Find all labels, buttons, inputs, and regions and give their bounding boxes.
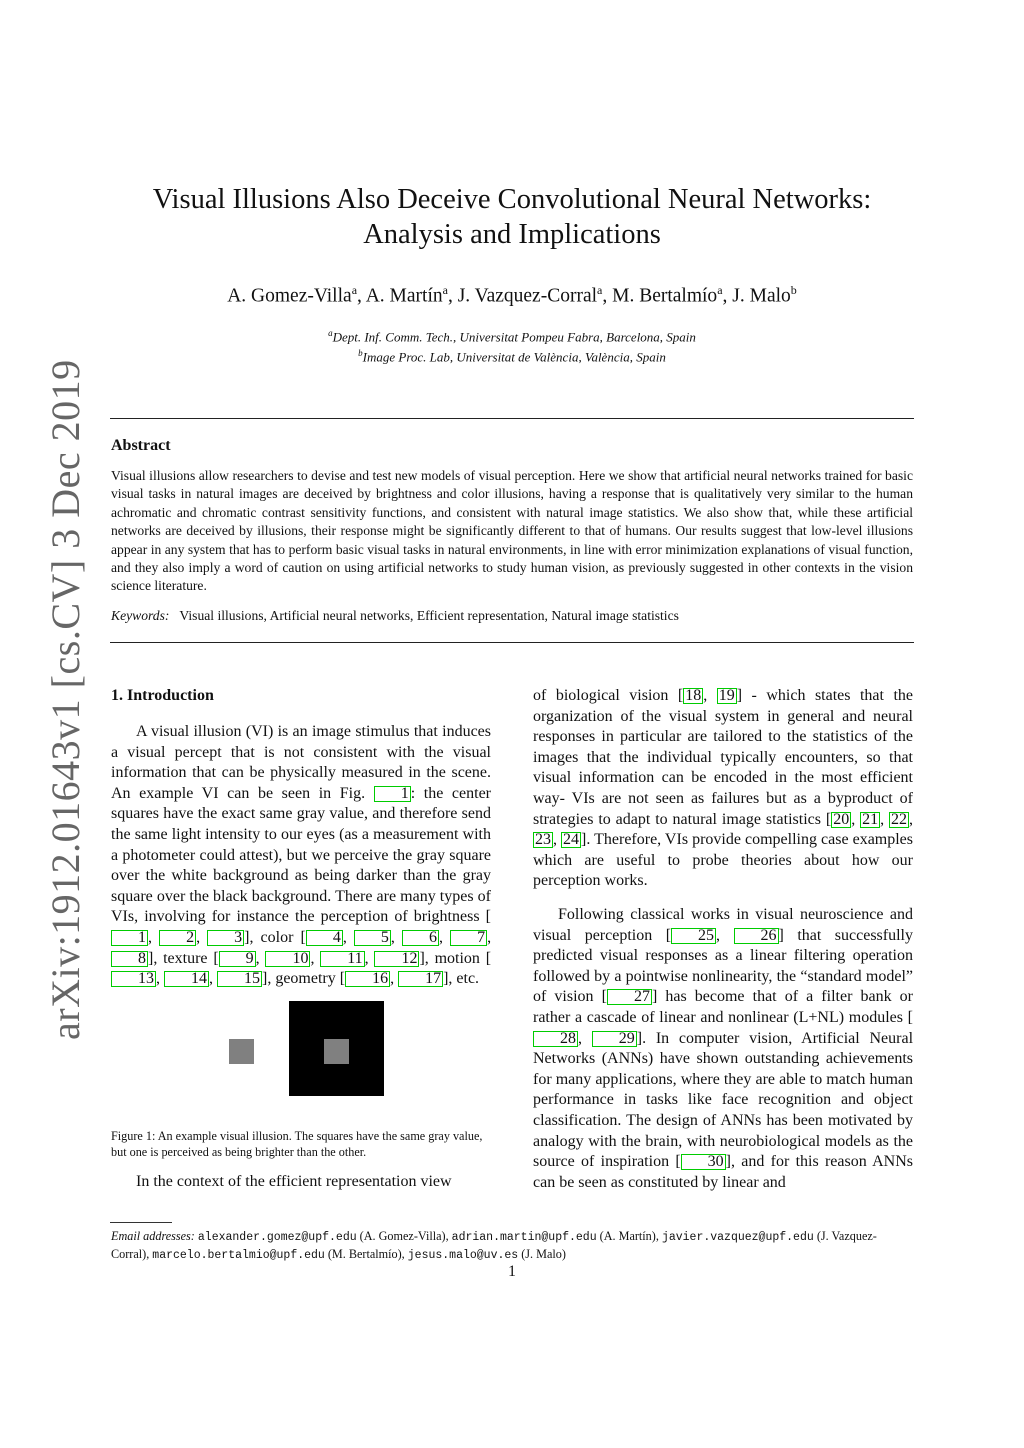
- author-separator: ,: [357, 285, 366, 307]
- arxiv-side-label: arXiv:1912.01643v1 [cs.CV] 3 Dec 2019: [43, 359, 88, 1040]
- keywords-label: Keywords:: [111, 608, 170, 623]
- citation-link[interactable]: 24: [563, 831, 580, 849]
- affiliation-mark: a: [328, 328, 333, 338]
- citation-link[interactable]: 2: [159, 930, 196, 946]
- author-separator: ,: [447, 285, 458, 307]
- right-paragraph-2: Following classical works in visual neuroscience and visual perception [ 25 , 26 ] that successfully predicted visual responses as a linear filtering operation followed by a pointwise nonlinearity, the “standard model” of vision [ 27 ] has become that of a filter bank or rather a cascade of linear and nonlinear (L+NL) modules [28 , 29 ]. In computer vision, Artificial Neural Networks (ANNs) have shown outstanding achievements for many applications, where they are able to match human performance in tasks like face recognition and object classification. The design of ANNs has been motivated by analogy with the brain, with neurobiological models as the source of inspiration [ 30 ], and for this reason ANNs can be seen as constituted by linear and: [533, 906, 914, 1191]
- keywords: [111, 608, 913, 624]
- citation-link[interactable]: 18: [685, 687, 702, 704]
- citation-link[interactable]: 26: [734, 928, 779, 944]
- page-number: 1: [508, 1263, 516, 1280]
- abstract-heading: Abstract: [111, 437, 171, 454]
- affiliation-text: Image Proc. Lab, Universitat de València, València, Spain: [362, 349, 666, 365]
- citation-link[interactable]: 10: [265, 951, 310, 967]
- author-name: M. Bertalmío: [612, 285, 718, 307]
- footnote-emails: [111, 1228, 913, 1264]
- author-affiliation-mark: a: [597, 283, 603, 297]
- affiliations: [100, 325, 924, 366]
- email-address[interactable]: marcelo.bertalmio@upf.edu: [152, 1249, 325, 1262]
- email-address[interactable]: adrian.martin@upf.edu: [451, 1231, 597, 1244]
- citation-link[interactable]: 29: [592, 1031, 637, 1047]
- citation-link[interactable]: 9: [219, 951, 256, 967]
- citation-link[interactable]: 4: [306, 930, 343, 946]
- citation-link[interactable]: 20: [833, 810, 850, 828]
- section-heading-introduction: 1. Introduction: [111, 687, 214, 704]
- author-name: J. Malo: [732, 285, 791, 307]
- intro-paragraph-1: A visual illusion (VI) is an image stimulus that induces a visual percept that is not consistent with the visual information that can be physically measured in the scene. An example VI can be seen in Fig. 1 : the center squares have the exact same gray value, and therefore send the same light intensity to our eyes (as a measurement with a photometer could attest), but we perceive the gray square over the white background as being darker than the gray square over the black background. There are many types of VIs, involving for instance the perception of brightness [1 , 2 , 3 ], color [ 4 , 5 , 6 , 7 , 8 ], texture [ 9 , 10 , 11 , 12 ], motion [13 , 14 , 15 ], geometry [ 16 , 17 ], etc.: [111, 723, 492, 988]
- citation-link[interactable]: 27: [607, 989, 652, 1005]
- author-name: A. Gomez-Villa: [227, 285, 352, 307]
- citation-link[interactable]: 19: [718, 687, 735, 704]
- citation-link[interactable]: 8: [111, 951, 148, 967]
- citation-link[interactable]: 14: [164, 971, 209, 987]
- citation-link[interactable]: 30: [681, 1154, 726, 1170]
- citation-link[interactable]: 25: [671, 928, 716, 944]
- affiliation-mark: b: [358, 348, 363, 359]
- email-address[interactable]: alexander.gomez@upf.edu: [197, 1231, 357, 1244]
- citation-link[interactable]: 6: [402, 930, 439, 946]
- affiliation-line: [100, 345, 924, 365]
- email-owner: (M. Bertalmío),: [324, 1247, 408, 1261]
- author-separator: ,: [722, 285, 733, 307]
- paper-title: [100, 182, 924, 252]
- abstract-text: Visual illusions allow researchers to devise and test new models of visual perception. Here we show that artificial neural networks trained for basic visual tasks in natural images are deceived by brightness and color illusions, having a response that is qualitatively very similar to the human achromatic and chromatic contrast sensitivity functions, and consistent with natural image statistics. We also show that, while these artificial networks are deceived by illusions, their response might be significantly different to that of humans. Our results suggest that low-level illusions appear in any system that has to perform basic visual tasks in natural environments, in line with error minimization explanations of visual function, and they also imply a word of caution on using artificial networks to study human vision, as previously suggested in other contexts in the vision science literature.: [111, 468, 913, 594]
- author-affiliation-mark: a: [717, 283, 723, 297]
- author-name: J. Vazquez-Corral: [457, 285, 598, 307]
- email-owner: (A. Gomez-Villa),: [356, 1229, 452, 1243]
- citation-link[interactable]: 5: [354, 930, 391, 946]
- abstract-top-rule: [110, 418, 914, 419]
- citation-link[interactable]: 7: [450, 930, 487, 946]
- email-address[interactable]: javier.vazquez@upf.edu: [661, 1231, 814, 1244]
- citation-link[interactable]: 28: [533, 1031, 578, 1047]
- author-affiliation-mark: a: [351, 283, 358, 297]
- author-name: A. Martín: [365, 285, 443, 307]
- citation-link[interactable]: 11: [320, 951, 364, 967]
- intro-paragraph-2: In the context of the efficient representation view: [136, 1173, 452, 1190]
- citation-link[interactable]: 12: [374, 951, 419, 967]
- author-separator: ,: [602, 285, 613, 307]
- citation-link[interactable]: 21: [862, 810, 879, 828]
- citation-link[interactable]: 1: [374, 786, 411, 802]
- citation-link[interactable]: 17: [398, 971, 443, 987]
- abstract-bottom-rule: [110, 642, 914, 643]
- citation-link[interactable]: 23: [535, 831, 551, 849]
- figure-gray-square-black-bg: [324, 1039, 349, 1064]
- citation-link[interactable]: 13: [111, 971, 156, 987]
- email-address[interactable]: jesus.malo@uv.es: [407, 1249, 519, 1262]
- email-owner: (A. Martín),: [596, 1229, 662, 1243]
- title-line-1: Visual Illusions Also Deceive Convolutional Neural Networks:: [152, 184, 872, 215]
- footnote-rule: [110, 1222, 172, 1223]
- keywords-text: Visual illusions, Artificial neural networks, Efficient representation, Natural image statistics: [179, 608, 679, 623]
- affiliation-line: [100, 325, 924, 345]
- title-line-2: Analysis and Implications: [363, 219, 661, 250]
- figure-gray-square-white-bg: [229, 1039, 254, 1064]
- footnote-label: Email addresses:: [111, 1229, 195, 1243]
- citation-link[interactable]: 1: [111, 930, 148, 946]
- citation-link[interactable]: 3: [207, 930, 244, 946]
- figure-caption: Figure 1: An example visual illusion. The squares have the same gray value, but one is perceived as being brighter than the other.: [111, 1129, 483, 1159]
- author-affiliation-mark: a: [442, 283, 448, 297]
- citation-link[interactable]: 16: [345, 971, 390, 987]
- author-list: [100, 283, 924, 308]
- citation-link[interactable]: 22: [891, 810, 908, 828]
- email-owner: (J. Malo): [518, 1247, 566, 1261]
- right-paragraph-1: of biological vision [ 18 , 19 ] - which states that the organization of the visual system in general and neural responses in particular are tailored to the statistics of the images that the individual typically encounters, so that visual information can be encoded in the most efficient way- VIs are not seen as failures but as a byproduct of strategies to adapt to natural image statistics [ 20 , 21 , 22 , 23 , 24 ]. Therefore, VIs provide compelling case examples which are useful to probe theories about how our perception works.: [533, 687, 914, 890]
- email-owner: (J. Vazquez-Corral),: [111, 1229, 877, 1261]
- citation-link[interactable]: 15: [217, 971, 262, 987]
- author-affiliation-mark: b: [790, 283, 797, 297]
- affiliation-text: Dept. Inf. Comm. Tech., Universitat Pompeu Fabra, Barcelona, Spain: [332, 329, 696, 345]
